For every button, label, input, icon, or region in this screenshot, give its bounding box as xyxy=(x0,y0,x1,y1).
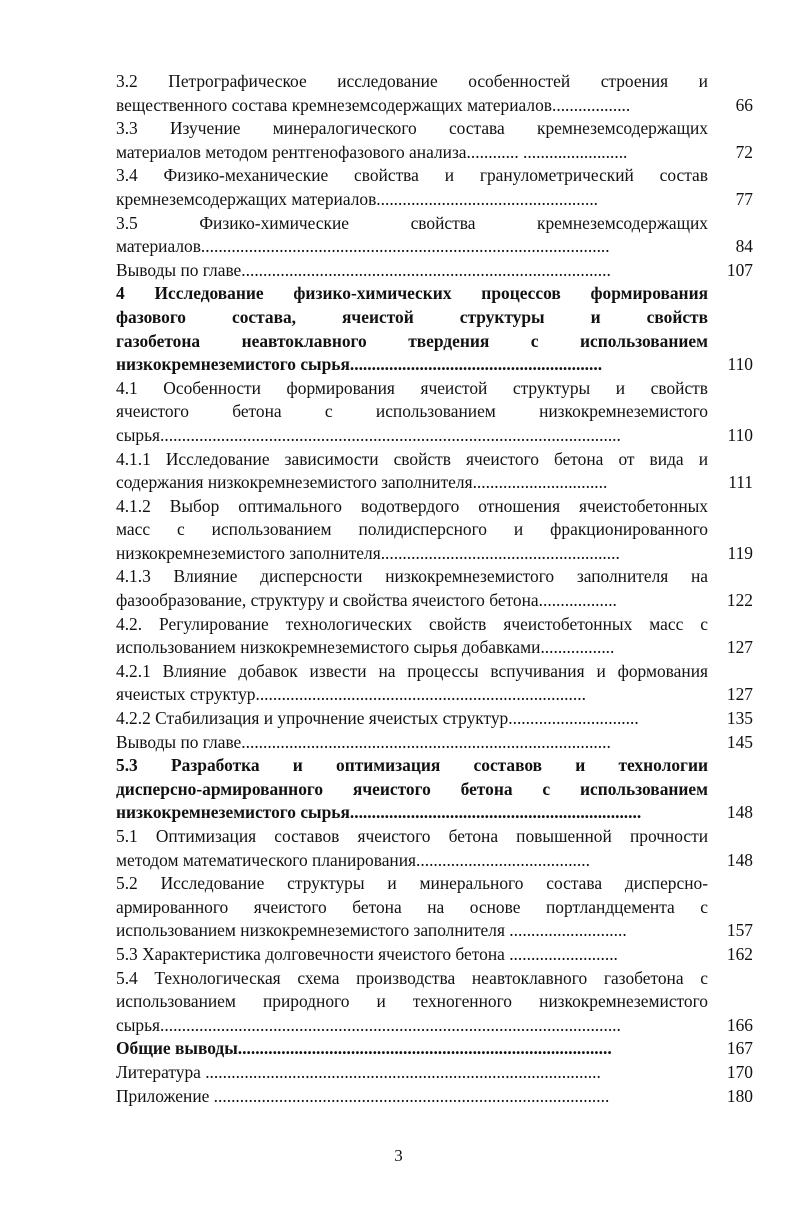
toc-entry-line: 5.1 Оптимизация составов ячеистого бетона повышенной прочности xyxy=(116,826,708,846)
toc-entry-line: 4 Исследование физико-химических процессов формирования xyxy=(116,283,708,304)
toc-entry-page: 148 xyxy=(726,849,753,870)
toc-entry-line: сырья.......................................................................................................... xyxy=(116,1014,621,1035)
toc-entry xyxy=(116,259,753,283)
toc-entry-page: 148 xyxy=(726,802,753,823)
toc-entry-page: 135 xyxy=(726,708,753,729)
toc-entry xyxy=(116,377,753,448)
toc-entry-line: материалов.............................................................................................. xyxy=(116,236,610,257)
toc-entry-line: 4.1 Особенности формирования ячеистой структуры и свойств xyxy=(116,377,708,398)
toc-entry-line: 4.2.1 Влияние добавок извести на процессы вспучивания и формования xyxy=(116,660,708,681)
page-number: 3 xyxy=(394,1146,403,1165)
toc-entry-page: 84 xyxy=(735,236,753,257)
toc-entry-line: Выводы по главе..................................................................................... xyxy=(116,259,611,280)
toc-entry xyxy=(116,1061,753,1085)
toc-entry-page: 66 xyxy=(735,94,753,115)
toc-entry-line: 4.1.3 Влияние дисперсности низкокремнеземистого заполнителя на xyxy=(116,566,708,587)
toc-entry xyxy=(116,70,753,117)
table-of-contents xyxy=(116,70,753,1108)
toc-entry xyxy=(116,967,753,1038)
toc-entry xyxy=(116,212,753,259)
toc-entry xyxy=(116,754,753,825)
toc-entry-page: 157 xyxy=(726,920,753,941)
toc-entry-line: низкокремнеземистого сырья.......................................................... xyxy=(116,354,603,375)
toc-entry xyxy=(116,164,753,211)
toc-entry-line: газобетона неавтоклавного твердения с использованием xyxy=(116,330,708,351)
toc-entry-line: масс с использованием полидисперсного и фракционированного xyxy=(116,519,708,540)
toc-entry-line: 5.2 Исследование структуры и минерального состава дисперсно- xyxy=(116,873,708,894)
toc-entry-page: 180 xyxy=(726,1085,753,1106)
toc-entry-line: содержания низкокремнеземистого заполнителя............................... xyxy=(116,472,608,493)
toc-entry xyxy=(116,943,753,967)
toc-entry-page: 167 xyxy=(726,1038,753,1059)
toc-entry-line: 4.1.2 Выбор оптимального водотвердого отношения ячеистобетонных xyxy=(116,495,708,516)
toc-entry-line: 5.3 Характеристика долговечности ячеистого бетона ......................... xyxy=(116,943,618,964)
toc-entry-line: низкокремнеземистого заполнителя....................................................... xyxy=(116,542,620,563)
toc-entry-line: низкокремнеземистого сырья................................................................... xyxy=(116,802,642,823)
toc-entry-line: 5.4 Технологическая схема производства неавтоклавного газобетона с xyxy=(116,967,708,988)
toc-entry-page: 145 xyxy=(726,731,753,752)
toc-entry-line: материалов методом рентгенофазового анализа............ ........................ xyxy=(116,141,628,162)
toc-entry xyxy=(116,731,753,755)
toc-entry-page: 72 xyxy=(735,141,753,162)
toc-entry-page: 119 xyxy=(727,542,753,563)
toc-entry-line: использованием природного и техногенного низкокремнеземистого xyxy=(116,991,708,1012)
toc-entry-page: 110 xyxy=(727,354,753,375)
toc-entry-line: Выводы по главе..................................................................................... xyxy=(116,731,611,752)
toc-entry-line: 4.2. Регулирование технологических свойств ячеистобетонных масс с xyxy=(116,613,708,634)
toc-entry xyxy=(116,613,753,660)
toc-entry-line: 3.3 Изучение минералогического состава кремнеземсодержащих xyxy=(116,118,708,139)
toc-entry-page: 170 xyxy=(726,1061,753,1082)
toc-entry-page: 110 xyxy=(727,424,753,445)
toc-entry-page: 107 xyxy=(726,259,753,280)
toc-entry-line: 3.5 Физико-химические свойства кремнеземсодержащих xyxy=(116,212,708,233)
toc-entry-line: сырья.......................................................................................................... xyxy=(116,424,621,445)
toc-entry-line: 4.2.2 Стабилизация и упрочнение ячеистых структур.............................. xyxy=(116,708,639,729)
toc-entry-line: Общие выводы...................................................................................... xyxy=(116,1038,612,1059)
toc-entry xyxy=(116,1085,753,1109)
toc-entry-page: 166 xyxy=(726,1014,753,1035)
toc-entry xyxy=(116,117,753,164)
toc-entry-line: использованием низкокремнеземистого сырья добавками................. xyxy=(116,637,615,658)
toc-entry-line: дисперсно-армированного ячеистого бетона с использованием xyxy=(116,778,708,799)
toc-entry-page: 77 xyxy=(735,188,753,209)
toc-entry-line: 4.1.1 Исследование зависимости свойств ячеистого бетона от вида и xyxy=(116,448,708,469)
toc-entry-page: 122 xyxy=(726,590,753,611)
toc-entry-line: Приложение ........................................................................................... xyxy=(116,1085,610,1106)
toc-entry xyxy=(116,495,753,566)
toc-entry xyxy=(116,825,753,872)
toc-entry-line: 3.4 Физико-механические свойства и гранулометрический состав xyxy=(116,165,708,186)
toc-entry xyxy=(116,282,753,376)
toc-entry-page: 111 xyxy=(728,472,753,493)
toc-entry-page: 127 xyxy=(726,637,753,658)
toc-entry-line: армированного ячеистого бетона на основе портландцемента с xyxy=(116,896,708,917)
toc-entry-line: вещественного состава кремнеземсодержащих материалов.................. xyxy=(116,94,631,115)
toc-entry xyxy=(116,565,753,612)
toc-entry xyxy=(116,707,753,731)
toc-entry-line: кремнеземсодержащих материалов................................................... xyxy=(116,188,599,209)
toc-entry-line: методом математического планирования........................................ xyxy=(116,849,590,870)
toc-entry-page: 162 xyxy=(726,943,753,964)
toc-entry xyxy=(116,1037,753,1061)
toc-entry-line: 3.2 Петрографическое исследование особенностей строения и xyxy=(116,71,708,91)
toc-entry-line: фазообразование, структуру и свойства ячеистого бетона.................. xyxy=(116,590,617,611)
toc-entry-line: использованием низкокремнеземистого заполнителя ........................... xyxy=(116,920,627,941)
toc-entry-page: 127 xyxy=(726,684,753,705)
toc-entry-line: Литература ........................................................................................... xyxy=(116,1061,601,1082)
toc-entry xyxy=(116,872,753,943)
toc-entry-line: 5.3 Разработка и оптимизация составов и технологии xyxy=(116,755,708,776)
toc-entry xyxy=(116,448,753,495)
toc-entry-line: ячеистых структур............................................................................ xyxy=(116,684,586,705)
toc-entry-line: ячеистого бетона с использованием низкокремнеземистого xyxy=(116,401,708,422)
toc-entry-line: фазового состава, ячеистой структуры и свойств xyxy=(116,306,708,327)
toc-entry xyxy=(116,660,753,707)
